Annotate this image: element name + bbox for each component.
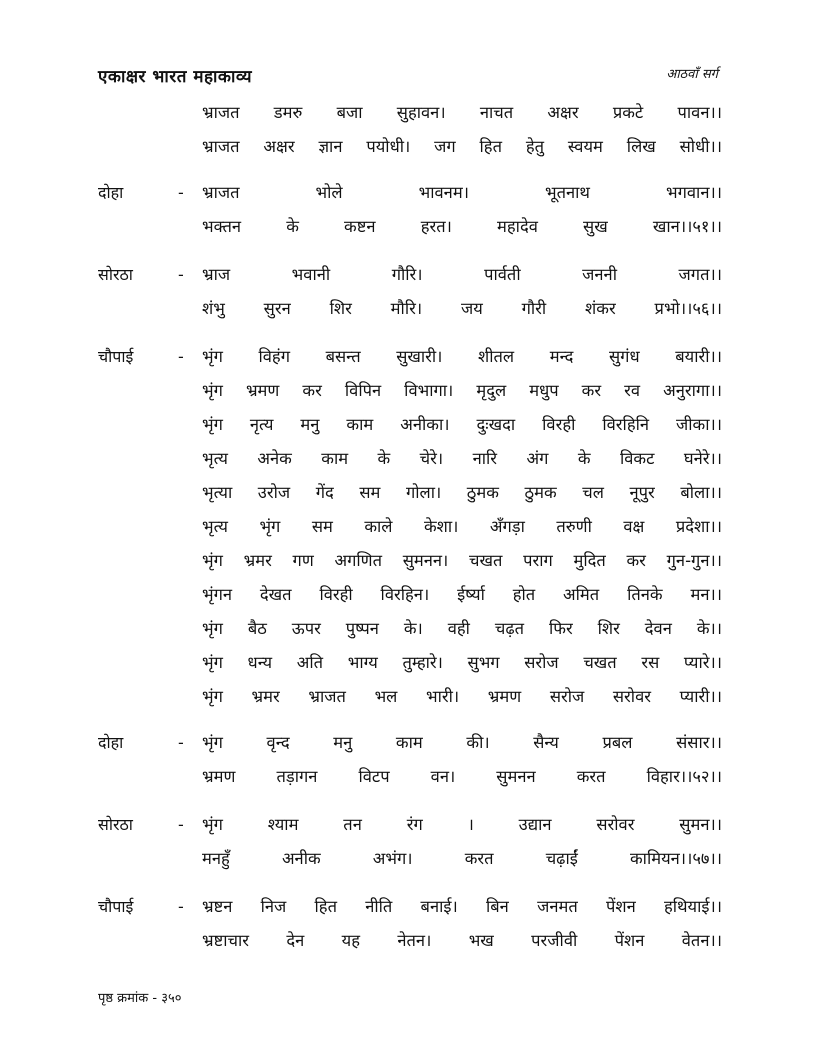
verse-line: भ्रमण तड़ागन विटप वन। सुमनन करत विहार।।५२।। bbox=[202, 767, 722, 786]
verse-line: भृंग भ्रमण कर विपिन विभागा। मृदुल मधुप कर रव अनुरागा।। bbox=[202, 381, 722, 400]
stanza-dash: - bbox=[178, 347, 184, 366]
verse-line: भ्राज भवानी गौरि। पार्वती जननी जगत।। bbox=[202, 265, 722, 284]
stanza-label: चौपाई bbox=[98, 897, 134, 916]
verse-line: शंभु सुरन शिर मौरि। जय गौरी शंकर प्रभो।।५६।। bbox=[202, 299, 722, 318]
stanza-label: सोरठा bbox=[98, 265, 133, 284]
verse-line: भृंग विहंग बसन्त सुखारी। शीतल मन्द सुगंध बयारी।। bbox=[202, 347, 722, 366]
verse-line: भृंग श्याम तन रंग । उद्यान सरोवर सुमन।। bbox=[202, 815, 722, 834]
verse-line: भृंग भ्रमर भ्राजत भल भारी। भ्रमण सरोज सरोवर प्यारी।। bbox=[202, 687, 722, 706]
verse-line: भृंग धन्य अति भाग्य तुम्हारे। सुभग सरोज चखत रस प्यारे।। bbox=[202, 653, 722, 672]
verse-line: भृंग वृन्द मनु काम की। सैन्य प्रबल संसार।। bbox=[202, 733, 722, 752]
verse-line: भ्रष्टाचार देन यह नेतन। भख परजीवी पेंशन वेतन।। bbox=[202, 931, 722, 950]
verse-line: भृंग बैठ ऊपर पुष्पन के। वही चढ़त फिर शिर देवन के।। bbox=[202, 619, 722, 638]
stanza-dash: - bbox=[178, 897, 184, 916]
verse-line: भ्राजत डमरु बजा सुहावन। नाचत अक्षर प्रकटे पावन।। bbox=[202, 103, 722, 122]
stanza-dash: - bbox=[178, 733, 184, 752]
verse-line: भ्राजत भोले भावनम। भूतनाथ भगवान।। bbox=[202, 183, 722, 202]
verse-line: भृत्य भृंग सम काले केशा। अँगड़ा तरुणी वक्ष प्रदेशा।। bbox=[202, 517, 722, 536]
verse-line: मनहुँ अनीक अभंग। करत चढ़ाईं कामियन।।५७।। bbox=[202, 849, 722, 868]
book-title: एकाक्षर भारत महाकाव्य bbox=[98, 67, 253, 87]
stanza-dash: - bbox=[178, 183, 184, 202]
verse-line: भृंग नृत्य मनु काम अनीका। दुःखदा विरही विरहिनि जीका।। bbox=[202, 415, 722, 434]
page-number: पृष्ठ क्रमांक - ३५० bbox=[98, 991, 182, 1006]
verse-line: भृंग भ्रमर गण अगणित सुमनन। चखत पराग मुदित कर गुन-गुन।। bbox=[202, 551, 722, 570]
chapter-label: आठवाँ सर्ग bbox=[666, 67, 718, 82]
opening-verse bbox=[202, 96, 722, 164]
stanza-label: सोरठा bbox=[98, 815, 133, 834]
stanza-label: दोहा bbox=[98, 733, 124, 752]
verse-line: भृत्या उरोज गेंद सम गोला। ठुमक ठुमक चल नूपुर बोला।। bbox=[202, 483, 722, 502]
verse-line: भृंगन देखत विरही विरहिन। ईर्ष्या होत अमित तिनके मन।। bbox=[202, 585, 722, 604]
verse-line: भृत्य अनेक काम के चेरे। नारि अंग के विकट घनेरे।। bbox=[202, 449, 722, 468]
stanza-dash: - bbox=[178, 815, 184, 834]
stanza-dash: - bbox=[178, 265, 184, 284]
stanza-label: चौपाई bbox=[98, 347, 134, 366]
verse-line: भ्राजत अक्षर ज्ञान पयोधी। जग हित हेतु स्वयम लिख सोधी।। bbox=[202, 137, 722, 156]
verse-line: भ्रष्टन निज हित नीति बनाई। बिन जनमत पेंशन हथियाई।। bbox=[202, 897, 722, 916]
stanza-label: दोहा bbox=[98, 183, 124, 202]
verse-line: भक्तन के कष्टन हरत। महादेव सुख खान।।५१।। bbox=[202, 217, 722, 236]
